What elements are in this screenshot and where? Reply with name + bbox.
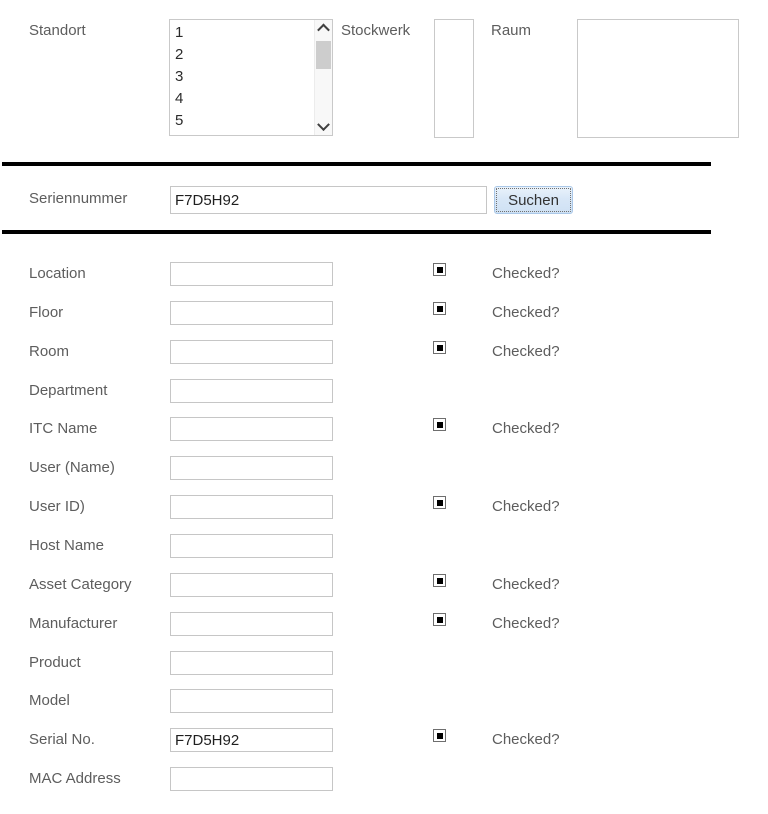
field-label: Serial No. <box>29 731 95 748</box>
stockwerk-listbox[interactable] <box>434 19 474 138</box>
field-label: User (Name) <box>29 459 115 476</box>
checked-checkbox[interactable] <box>433 574 446 587</box>
list-item[interactable]: 2 <box>175 46 184 63</box>
list-item[interactable]: 1 <box>175 24 184 41</box>
checkbox-fill-icon <box>437 733 443 739</box>
standort-list-items <box>170 20 314 135</box>
scroll-down-button[interactable] <box>315 119 332 135</box>
field-label: Asset Category <box>29 576 132 593</box>
standort-listbox[interactable] <box>169 19 333 136</box>
field-input[interactable] <box>170 262 333 286</box>
stockwerk-label: Stockwerk <box>341 22 411 39</box>
field-label: MAC Address <box>29 770 121 787</box>
seriennummer-label: Seriennummer <box>29 190 128 207</box>
checkbox-fill-icon <box>437 422 443 428</box>
standort-scrollbar[interactable] <box>314 20 332 135</box>
field-label: Department <box>29 382 108 399</box>
checked-label: Checked? <box>492 420 560 437</box>
field-input[interactable] <box>170 689 333 713</box>
standort-label: Standort <box>29 22 86 39</box>
checked-checkbox[interactable] <box>433 341 446 354</box>
raum-label: Raum <box>491 22 532 39</box>
field-input[interactable] <box>170 495 333 519</box>
field-input[interactable] <box>170 767 333 791</box>
chevron-down-icon <box>317 118 330 131</box>
field-label: Model <box>29 692 70 709</box>
suchen-button[interactable]: Suchen <box>494 186 573 214</box>
field-input[interactable] <box>170 301 333 325</box>
checked-label: Checked? <box>492 576 560 593</box>
checked-checkbox[interactable] <box>433 263 446 276</box>
checked-checkbox[interactable] <box>433 496 446 509</box>
checkbox-fill-icon <box>437 267 443 273</box>
checked-label: Checked? <box>492 343 560 360</box>
checked-label: Checked? <box>492 304 560 321</box>
field-input[interactable] <box>170 612 333 636</box>
field-label: User ID) <box>29 498 85 515</box>
checkbox-fill-icon <box>437 500 443 506</box>
checkbox-fill-icon <box>437 578 443 584</box>
checked-checkbox[interactable] <box>433 418 446 431</box>
divider-bottom <box>2 230 711 234</box>
field-input[interactable] <box>170 573 333 597</box>
checked-label: Checked? <box>492 265 560 282</box>
scroll-up-button[interactable] <box>315 20 332 36</box>
checked-label: Checked? <box>492 498 560 515</box>
field-label: ITC Name <box>29 420 98 437</box>
field-input[interactable] <box>170 417 333 441</box>
list-item[interactable]: 3 <box>175 68 184 85</box>
checked-label: Checked? <box>492 615 560 632</box>
field-input[interactable] <box>170 456 333 480</box>
raum-listbox[interactable] <box>577 19 739 138</box>
checked-checkbox[interactable] <box>433 302 446 315</box>
field-label: Location <box>29 265 86 282</box>
field-input[interactable] <box>170 651 333 675</box>
checked-checkbox[interactable] <box>433 729 446 742</box>
list-item[interactable]: 5 <box>175 112 184 129</box>
checkbox-fill-icon <box>437 345 443 351</box>
field-label: Manufacturer <box>29 615 118 632</box>
field-input[interactable] <box>170 534 333 558</box>
field-label: Host Name <box>29 537 105 554</box>
seriennummer-input[interactable] <box>170 186 487 214</box>
chevron-up-icon <box>317 23 330 36</box>
checkbox-fill-icon <box>437 306 443 312</box>
list-item[interactable]: 4 <box>175 90 184 107</box>
divider-top <box>2 162 711 166</box>
checked-label: Checked? <box>492 731 560 748</box>
checkbox-fill-icon <box>437 617 443 623</box>
field-input[interactable] <box>170 340 333 364</box>
scrollbar-thumb[interactable] <box>316 41 331 69</box>
field-input[interactable] <box>170 728 333 752</box>
field-label: Room <box>29 343 70 360</box>
field-label: Product <box>29 654 81 671</box>
field-input[interactable] <box>170 379 333 403</box>
field-label: Floor <box>29 304 64 321</box>
checked-checkbox[interactable] <box>433 613 446 626</box>
